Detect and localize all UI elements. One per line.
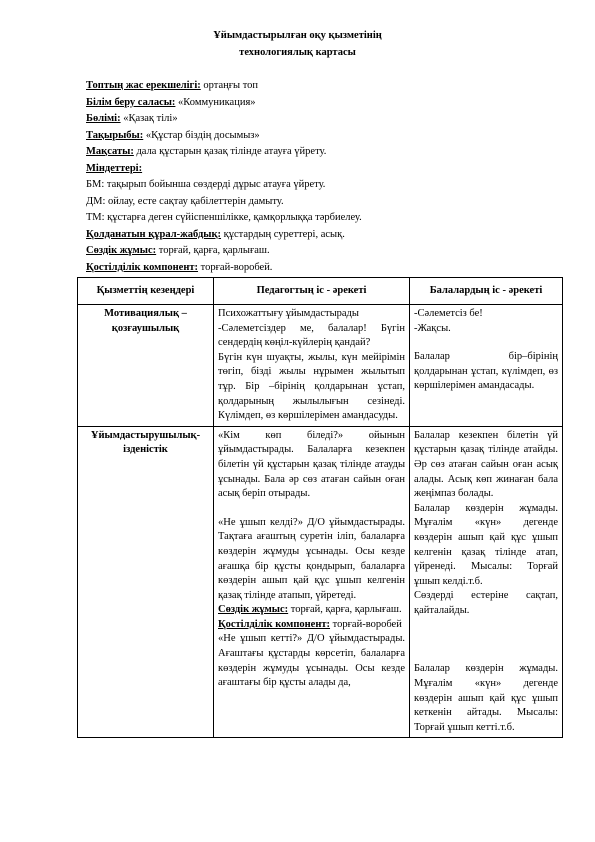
children-text: -Жақсы.	[414, 322, 451, 334]
stage-name-line2: қозғаушылық	[111, 322, 180, 334]
document-title-line2: технологиялық картасы	[239, 47, 356, 58]
stage-cell	[78, 305, 214, 427]
stage-name-line1: Ұйымдастырушылық-	[90, 429, 201, 441]
vocab-value: торғай, қарға, қарлығаш.	[156, 245, 270, 256]
children-text: Балалар көздерін жұмады. Мұғалім «күн» дегенде көздерін ашып қай құс ұшып келгенін қазақ тілінде атап, үйренеді. Мысалы: Торғай ұшып келді.т.б.	[414, 502, 558, 587]
area-label: Білім беру саласы:	[86, 96, 176, 108]
vocab-note	[218, 603, 405, 618]
spacer	[414, 618, 558, 662]
bilingual-line	[86, 260, 526, 277]
teacher-text: «Не ұшып келді?» Д/О ұйымдастырады. Тақтаға ағаштың суретін іліп, балаларға көздерін жұмуды ұсынады. Осы кезде ағашқа бір құсты қондырып, балаларға көздерін ашып қай құс ұшып келгенін қазақ тілінде атапып, үйретеді.	[218, 516, 405, 601]
table-row-motivation	[78, 305, 563, 427]
goal-value: дала құстарын қазақ тілінде атауға үйрету.	[133, 146, 327, 157]
teacher-text: Психожаттығу ұйымдастырады	[218, 308, 359, 319]
section-line	[86, 111, 526, 128]
teacher-text: Бүгін күн шуақты, жылы, күн мейірімін төгіп, бізді жылы нұрымен жылытып тұр. Бір –бірінің қолдарынан ұстап, қолдарының жылылығын сезінеді. Күлімдеп, өз көршілерімен амандасуды.	[218, 351, 405, 422]
children-cell	[410, 426, 563, 738]
stage-name-line1: Мотивациялық –	[104, 308, 187, 319]
section-label: Бөлімі:	[86, 113, 121, 124]
materials-line	[86, 227, 526, 244]
vocab-note-label: Сөздік жұмыс:	[218, 604, 289, 616]
bilingual-value: торғай-воробей.	[198, 261, 273, 273]
section-value: «Қазақ тілі»	[120, 113, 178, 124]
children-cell	[410, 305, 563, 427]
children-text: Балалар көздерін жұмады. Мұғалім «күн» дегенде көздерін ашып қай құс ұшып кеткенін айтады. Мысалы: Торғай ұшып кетті.т.б.	[414, 663, 558, 733]
vocab-label: Сөздік жұмыс:	[86, 245, 157, 256]
bilingual-note	[218, 618, 405, 633]
bilingual-note-label: Қостілділік компонент:	[218, 618, 331, 630]
vocab-note-value: торғай, қарға, қарлығаш.	[288, 604, 402, 616]
children-text: -Сәлеметсіз бе!	[414, 308, 483, 319]
teacher-text: «Кім көп біледі?» ойынын ұйымдастырады. Балаларға кезекпен білетін үй құстарын қазақ тілінде атауды ұсынады. Бала әр сөз атаған сайын оған асық беріп отырады.	[218, 429, 405, 500]
area-line	[86, 95, 526, 112]
task-tm: ТМ: құстарға деген сүйіспеншілікке, қамқорлыққа тәрбиелеу.	[86, 212, 362, 223]
teacher-cell	[214, 426, 410, 738]
lesson-plan-table	[77, 277, 563, 738]
header-children: Балалардың іс - әрекеті	[410, 278, 563, 305]
spacer	[414, 336, 558, 350]
materials-label: Қолданатын құрал-жабдық:	[86, 228, 222, 240]
children-text: Сөздерді естеріне сақтап, қайталайды.	[414, 590, 558, 616]
tasks-label: Міндеттері:	[86, 162, 143, 174]
goal-line	[86, 144, 526, 161]
children-text: Балалар кезекпен білетін үй құстарын қазақ тілінде атайды. Әр сөз атаған сайын оған асық алады. Асық көп жинаған бала жеңімпаз болады.	[414, 429, 558, 500]
goal-label: Мақсаты:	[86, 146, 134, 157]
age-line	[86, 78, 526, 95]
bilingual-note-value: торғай-воробей	[330, 618, 402, 630]
age-label: Топтың жас ерекшелігі:	[86, 80, 201, 91]
table-header-row	[78, 278, 563, 305]
table-row-organizational	[78, 426, 563, 738]
topic-label: Тақырыбы:	[86, 129, 144, 141]
teacher-text: -Сәлеметсіздер ме, балалар! Бүгін сендердің көңіл-күйлерің қандай?	[218, 322, 405, 349]
header-teacher: Педагогтың іс - әрекеті	[214, 278, 410, 305]
teacher-text: «Не ұшып кетті?» Д/О ұйымдастырады. Ағаштағы құстарды көрсетіп, балаларға көздерін жұмуды ұсынады. Осы кезде ағаштағы бір құсты алады да,	[218, 633, 405, 689]
lesson-info-block	[86, 78, 526, 276]
topic-value: «Құстар біздің досымыз»	[143, 129, 260, 141]
bilingual-label: Қостілділік компонент:	[86, 261, 199, 273]
task-bm: БМ: тақырып бойынша сөздерді дұрыс атауға үйрету.	[86, 179, 326, 190]
spacer	[218, 502, 405, 516]
stage-cell	[78, 426, 214, 738]
area-value: «Коммуникация»	[175, 96, 256, 108]
topic-line	[86, 128, 526, 145]
materials-value: құстардың суреттері, асық.	[221, 228, 345, 240]
document-title-line1: Ұйымдастырылған оқу қызметінің	[213, 30, 382, 41]
task-dm: ДМ: ойлау, есте сақтау қабілеттерін дамыту.	[86, 195, 284, 207]
stage-name-line2: ізденістік	[123, 444, 168, 456]
header-stages: Қызметтің кезеңдері	[78, 278, 214, 305]
vocab-line	[86, 243, 526, 260]
age-value: ортаңғы топ	[200, 80, 259, 91]
teacher-cell	[214, 305, 410, 427]
children-text: Балалар бір–бірінің қолдарынан ұстап, күлімдеп, өз көршілерімен амандасады.	[414, 351, 558, 392]
